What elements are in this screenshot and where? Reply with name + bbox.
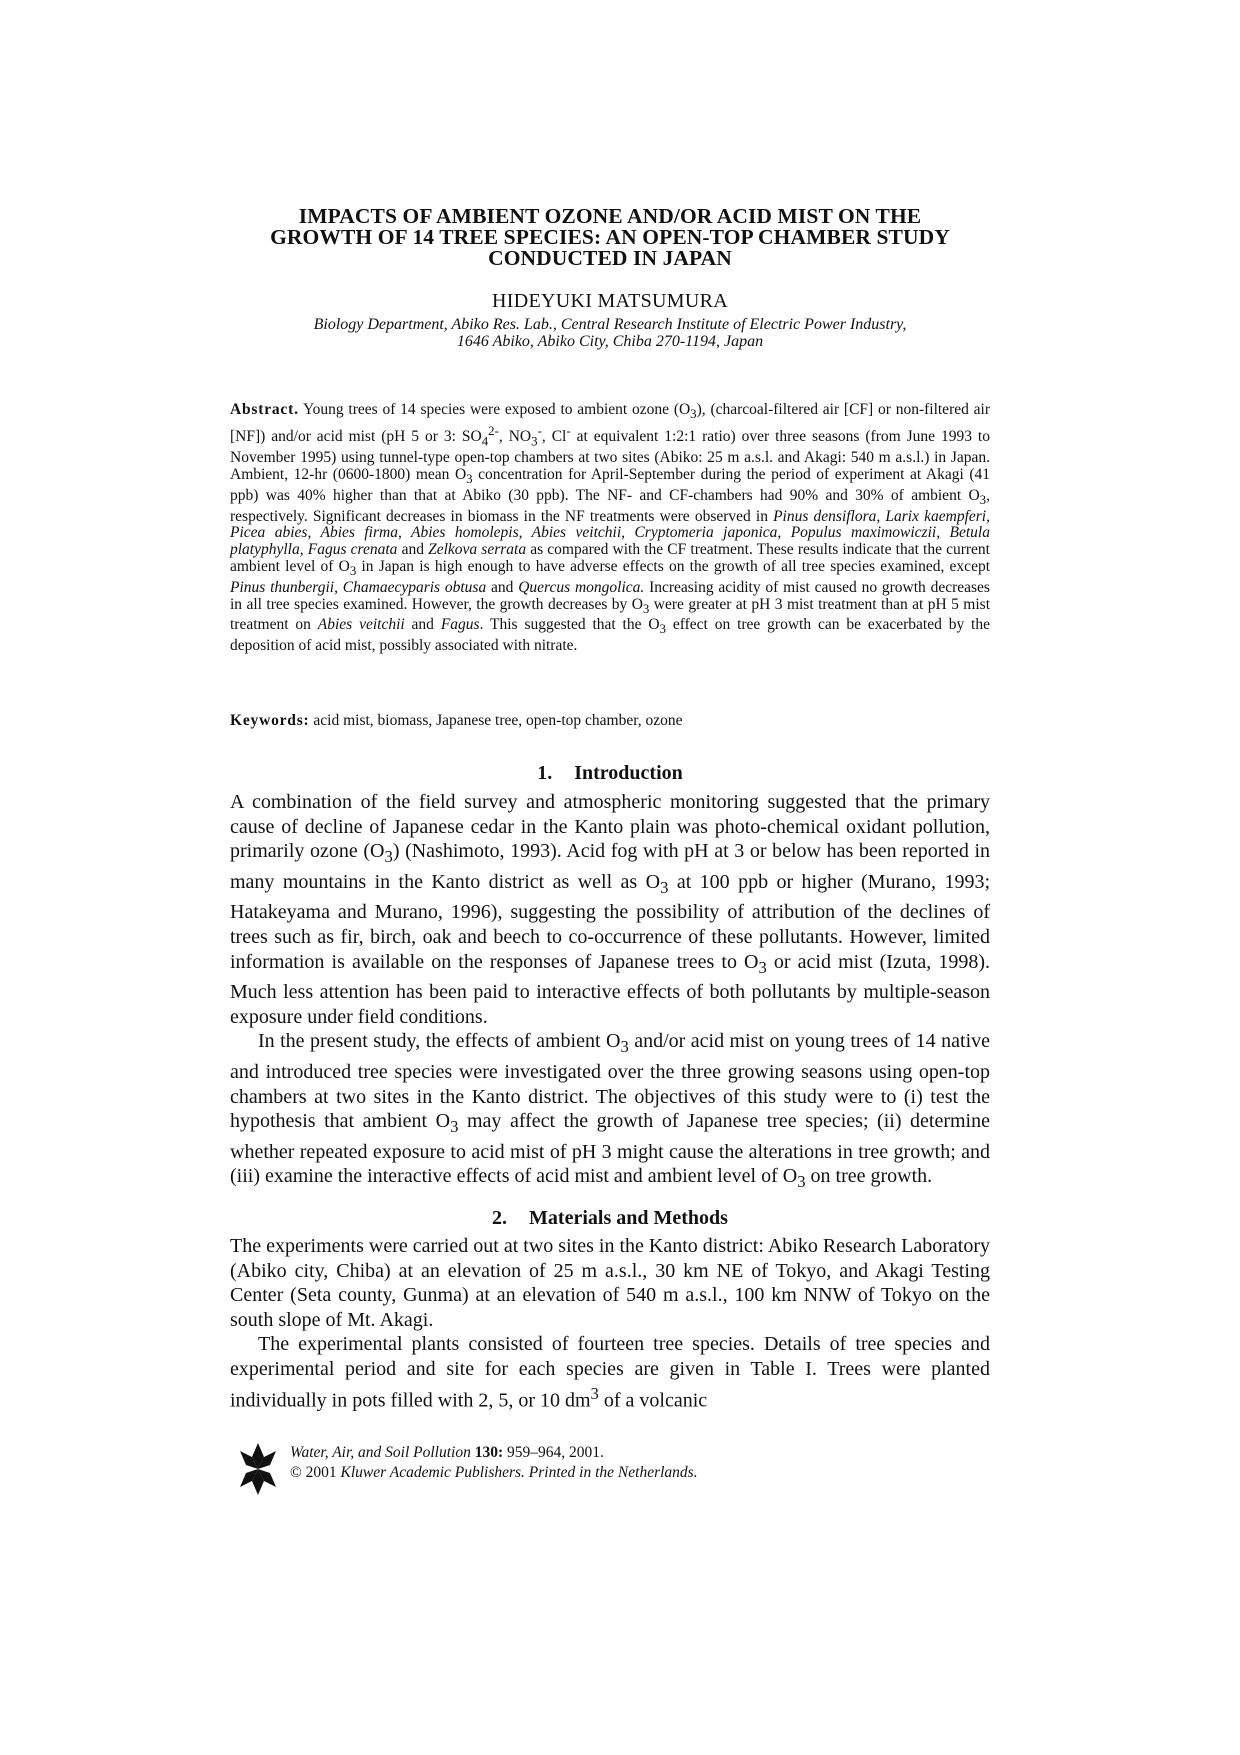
subscript: 3	[642, 600, 650, 616]
text-run: at 100 ppb or higher (Murano, 1993; Hatakeyama and Murano, 1996), suggesting the possibility of attribution of the declines of trees such as fir, birch, oak and beech to co-occurrence of these pollutants. However, limited information is available on the responses of Japanese trees to O	[230, 870, 991, 973]
text-run: of a volcanic	[598, 1389, 708, 1412]
superscript: 3	[590, 1383, 599, 1403]
abstract-text: , NO	[498, 428, 532, 446]
abstract-text: in Japan is high enough to have adverse effects on the growth of all tree species examined, except	[356, 557, 991, 575]
subscript: 3	[797, 1172, 806, 1192]
abstract-text: as compared with the CF treatment. These results indicate that the current ambient level of O	[230, 541, 990, 575]
introduction-body	[230, 790, 990, 1195]
abstract-text: and	[486, 578, 519, 596]
species-names: Zelkova serrata	[428, 541, 527, 559]
subscript: 3	[466, 470, 473, 486]
section-title: Materials and Methods	[529, 1207, 728, 1229]
journal-pages: 959–964, 2001.	[503, 1444, 604, 1461]
subscript: 3	[384, 847, 393, 867]
abstract-text: ), (charcoal-filtered air [CF] or non-filtered air [NF]) and/or acid mist (pH 5 or 3: SO	[230, 401, 990, 446]
publisher-name: Kluwer Academic Publishers. Printed in the Netherlands.	[340, 1464, 698, 1481]
text-run: The experimental plants consisted of fourteen tree species. Details of tree species and experimental period and site for each species are given in Table I. Trees were planted individually in pots filled with 2, 5, or 10 dm	[230, 1333, 990, 1412]
abstract-text: . This suggested that the O	[479, 616, 660, 634]
superscript: 2-	[488, 422, 499, 438]
section-number: 1.	[537, 762, 553, 784]
methods-body	[230, 1234, 990, 1413]
abstract-text: effect on tree growth can be exacerbated by the deposition of acid mist, possibly associated with nitrate.	[230, 616, 990, 655]
affiliation-line: Biology Department, Abiko Res. Lab., Central Research Institute of Electric Power Industry,	[313, 316, 907, 333]
subscript: 3	[758, 957, 767, 977]
citation-line	[290, 1443, 698, 1463]
subscript: 3	[349, 563, 357, 578]
section-number: 2.	[492, 1207, 508, 1229]
text-run: A combination of the field survey and atmospheric monitoring suggested that the primary cause of decline of Japanese cedar in the Kanto plain was photo-chemical oxidant pollution, primarily ozone (O	[230, 791, 990, 863]
subscript: 3	[531, 433, 538, 449]
text-run: In the present study, the effects of ambient O	[258, 1030, 621, 1053]
journal-name: Water, Air, and Soil Pollution	[290, 1444, 471, 1461]
copyright-line	[290, 1463, 698, 1483]
text-run: ) (Nashimoto, 1993). Acid fog with pH at 3 or below has been reported in many mountains in the Kanto district as well as O	[230, 840, 990, 893]
text-run: on tree growth.	[805, 1165, 933, 1188]
paragraph	[230, 790, 990, 1029]
title-line: GROWTH OF 14 TREE SPECIES: AN OPEN-TOP CHAMBER STUDY	[270, 225, 950, 249]
subscript: 3	[659, 621, 666, 637]
keywords-label: Keywords:	[230, 712, 310, 729]
journal-citation	[290, 1443, 698, 1483]
abstract-text: and	[404, 616, 441, 634]
copyright: © 2001	[290, 1464, 341, 1481]
section-heading-methods	[230, 1207, 990, 1230]
paper-title	[230, 206, 990, 269]
author-name: HIDEYUKI MATSUMURA	[492, 290, 728, 312]
title-line: CONDUCTED IN JAPAN	[488, 246, 732, 270]
species-names: Abies veitchii	[317, 616, 405, 634]
journal-footer	[230, 1441, 990, 1501]
publisher-logo-icon	[238, 1441, 278, 1497]
text-run: and/or acid mist on young trees of 14 native and introduced tree species were investigated over the three growing seasons using open-top chambers at two sites in the Kanto district. The objectives of this study were to (i) test the hypothesis that ambient O	[230, 1030, 991, 1133]
abstract	[230, 402, 990, 655]
affiliation-line: 1646 Abiko, Abiko City, Chiba 270-1194, Japan	[456, 333, 764, 350]
abstract-text: and	[397, 541, 429, 559]
abstract-text: , Cl	[541, 428, 567, 446]
species-names: Fagus	[440, 616, 480, 634]
subscript: 3	[620, 1037, 629, 1057]
abstract-label: Abstract.	[230, 401, 299, 418]
section-heading-introduction	[230, 762, 990, 785]
journal-volume: 130:	[474, 1444, 504, 1461]
text-run: may affect the growth of Japanese tree species; (ii) determine whether repeated exposure to acid mist of pH 3 might cause the alterations in tree growth; and (iii) examine the interactive effects of acid mist and ambient level of O	[230, 1110, 990, 1188]
paragraph: The experiments were carried out at two sites in the Kanto district: Abiko Research Laboratory (Abiko city, Chiba) at an elevation of 25 m a.s.l., 30 km NE of Tokyo, and Akagi Testing Center (Seta county, Gunma) at an elevation of 540 m a.s.l., 100 km NNW of Tokyo on the south slope of Mt. Akagi.	[230, 1235, 990, 1331]
title-line: IMPACTS OF AMBIENT OZONE AND/OR ACID MIST ON THE	[298, 204, 922, 228]
species-names: Pinus thunbergii, Chamaecyparis obtusa	[230, 578, 487, 596]
section-title: Introduction	[574, 762, 683, 784]
subscript: 3	[690, 406, 697, 422]
keywords	[230, 712, 990, 730]
keywords-text: acid mist, biomass, Japanese tree, open-top chamber, ozone	[309, 712, 683, 729]
species-names: Quercus mongolica.	[518, 578, 645, 596]
paragraph	[230, 1332, 990, 1412]
species-names: Pinus densiflora, Larix kaempferi, Picea abies, Abies firma, Abies homolepis, Abies veitchii, Cryptomeria japonica, Populus maximowiczii, Betula platyphylla, Fagus crenata	[230, 507, 990, 559]
subscript: 3	[450, 1117, 459, 1137]
abstract-text: concentration for April-September during the period of experiment at Akagi (41 ppb) was 40% higher than that at Abiko (30 ppb). The NF- and CF-chambers had 90% and 30% of ambient O	[230, 465, 990, 504]
abstract-text: , respectively. Significant decreases in biomass in the NF treatments were observed in	[230, 486, 990, 525]
abstract-text: Young trees of 14 species were exposed to ambient ozone (O	[302, 401, 691, 418]
subscript: 4	[481, 433, 489, 449]
text-run: or acid mist (Izuta, 1998). Much less attention has been paid to interactive effects of both pollutants by multiple-season exposure under field conditions.	[230, 950, 990, 1028]
author-affiliation	[230, 316, 990, 350]
abstract-text: at equivalent 1:2:1 ratio) over three seasons (from June 1993 to November 1995) using tunnel-type open-top chambers at two sites (Abiko: 25 m a.s.l. and Akagi: 540 m a.s.l.) in Japan. Ambient, 12-hr (0600-1800) mean O	[230, 428, 990, 483]
subscript: 3	[660, 877, 669, 897]
abstract-text: Increasing acidity of mist caused no growth decreases in all tree species examined. However, the growth decreases by O	[230, 578, 990, 613]
superscript: -	[566, 422, 571, 438]
subscript: 3	[979, 491, 987, 507]
superscript: -	[537, 422, 542, 438]
abstract-text: were greater at pH 3 mist treatment than at pH 5 mist treatment on	[230, 595, 991, 634]
paragraph	[230, 1029, 990, 1195]
